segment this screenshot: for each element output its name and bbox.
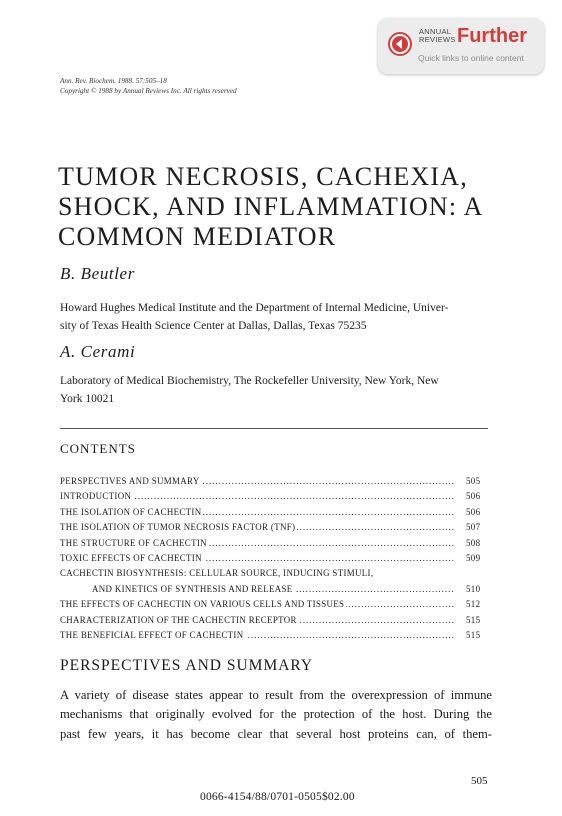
article-title (58, 162, 498, 252)
toc-entry[interactable] (60, 582, 490, 597)
author-affiliation (60, 299, 500, 335)
toc-entry-page: 506 (466, 489, 490, 504)
toc-entry-page: 512 (466, 597, 490, 612)
toc-entry[interactable] (60, 474, 490, 489)
toc-entry[interactable] (60, 628, 490, 643)
body-line: mechanisms that originally evolved for the protection of the host. During the (60, 707, 492, 722)
banner-subtitle[interactable]: Quick links to online content (418, 53, 524, 63)
toc-entry-label: CHARACTERIZATION OF THE CACHECTIN RECEPTOR (60, 614, 297, 625)
toc-entry[interactable] (60, 520, 490, 535)
article-title-line: COMMON MEDIATOR (58, 222, 337, 251)
toc-entry-page: 508 (466, 536, 490, 551)
banner-further-label: Further (457, 25, 527, 47)
toc-entry-label: AND KINETICS OF SYNTHESIS AND RELEASE (92, 583, 293, 594)
author-name: B. Beutler (60, 264, 135, 283)
section-heading: PERSPECTIVES AND SUMMARY (60, 657, 314, 674)
annual-reviews-further-banner[interactable] (378, 18, 544, 74)
toc-entry-page: 510 (466, 582, 490, 597)
affiliation-line: sity of Texas Health Science Center at Dallas, Dallas, Texas 75235 (60, 320, 367, 332)
toc-entry-label: INTRODUCTION (60, 491, 132, 502)
toc-entry[interactable] (60, 566, 490, 581)
toc-entry-page: 515 (466, 628, 490, 643)
play-arrow-icon (388, 32, 412, 56)
toc-entry-label: TOXIC EFFECTS OF CACHECTIN (60, 552, 202, 563)
toc-entry[interactable] (60, 551, 490, 566)
toc-entry[interactable] (60, 489, 490, 504)
toc-entry-page: 505 (466, 474, 490, 489)
contents-divider (60, 428, 488, 429)
toc-entry-label: PERSPECTIVES AND SUMMARY (60, 476, 200, 486)
author-affiliation (60, 372, 500, 408)
toc-entry-page: 506 (466, 505, 490, 520)
toc-entry-label: THE STRUCTURE OF CACHECTIN (60, 537, 207, 548)
banner-annual-label: ANNUAL (419, 27, 452, 36)
toc-entry-label: THE ISOLATION OF CACHECTIN (60, 506, 202, 517)
author-name: A. Cerami (60, 342, 136, 361)
toc-entry[interactable] (60, 613, 490, 628)
toc-entry-page: 507 (466, 520, 490, 535)
toc-entry-label: THE ISOLATION OF TUMOR NECROSIS FACTOR (TNF) (60, 522, 296, 533)
toc-entry-page: 515 (466, 613, 490, 628)
toc-entry-label: THE EFFECTS OF CACHECTIN ON VARIOUS CELLS AND TISSUES (60, 599, 345, 610)
journal-reference: Ann. Rev. Biochem. 1988. 57:505–18 (60, 77, 167, 85)
toc-entry-label: THE BENEFICIAL EFFECT OF CACHECTIN (60, 629, 244, 640)
body-line: A variety of disease states appear to result from the overexpression of immune (60, 688, 492, 702)
toc-entry-page: 509 (466, 551, 490, 566)
toc-entry[interactable] (60, 536, 490, 551)
article-title-line: TUMOR NECROSIS, CACHEXIA, (58, 162, 468, 191)
issn-code: 0066-4154/88/0701-0505$02.00 (200, 791, 355, 803)
body-paragraph (60, 686, 492, 744)
toc-entry-label: CACHECTIN BIOSYNTHESIS: CELLULAR SOURCE, INDUCING STIMULI, (60, 568, 374, 579)
banner-reviews-label: REVIEWS (419, 35, 456, 44)
copyright-notice: Copyright © 1988 by Annual Reviews Inc. All rights reserved (60, 87, 237, 95)
affiliation-line: York 10021 (60, 393, 115, 405)
toc-entry[interactable] (60, 505, 490, 520)
toc-entry[interactable] (60, 597, 490, 612)
table-of-contents (60, 474, 490, 643)
contents-heading: CONTENTS (60, 441, 136, 456)
article-title-line: SHOCK, AND INFLAMMATION: A (58, 192, 484, 221)
affiliation-line: Howard Hughes Medical Institute and the Department of Internal Medicine, Univer- (60, 302, 449, 314)
page-number: 505 (471, 775, 488, 787)
affiliation-line: Laboratory of Medical Biochemistry, The Rockefeller University, New York, New (60, 375, 439, 387)
body-line: past few years, it has become clear that several host proteins can, of them- (60, 726, 492, 741)
